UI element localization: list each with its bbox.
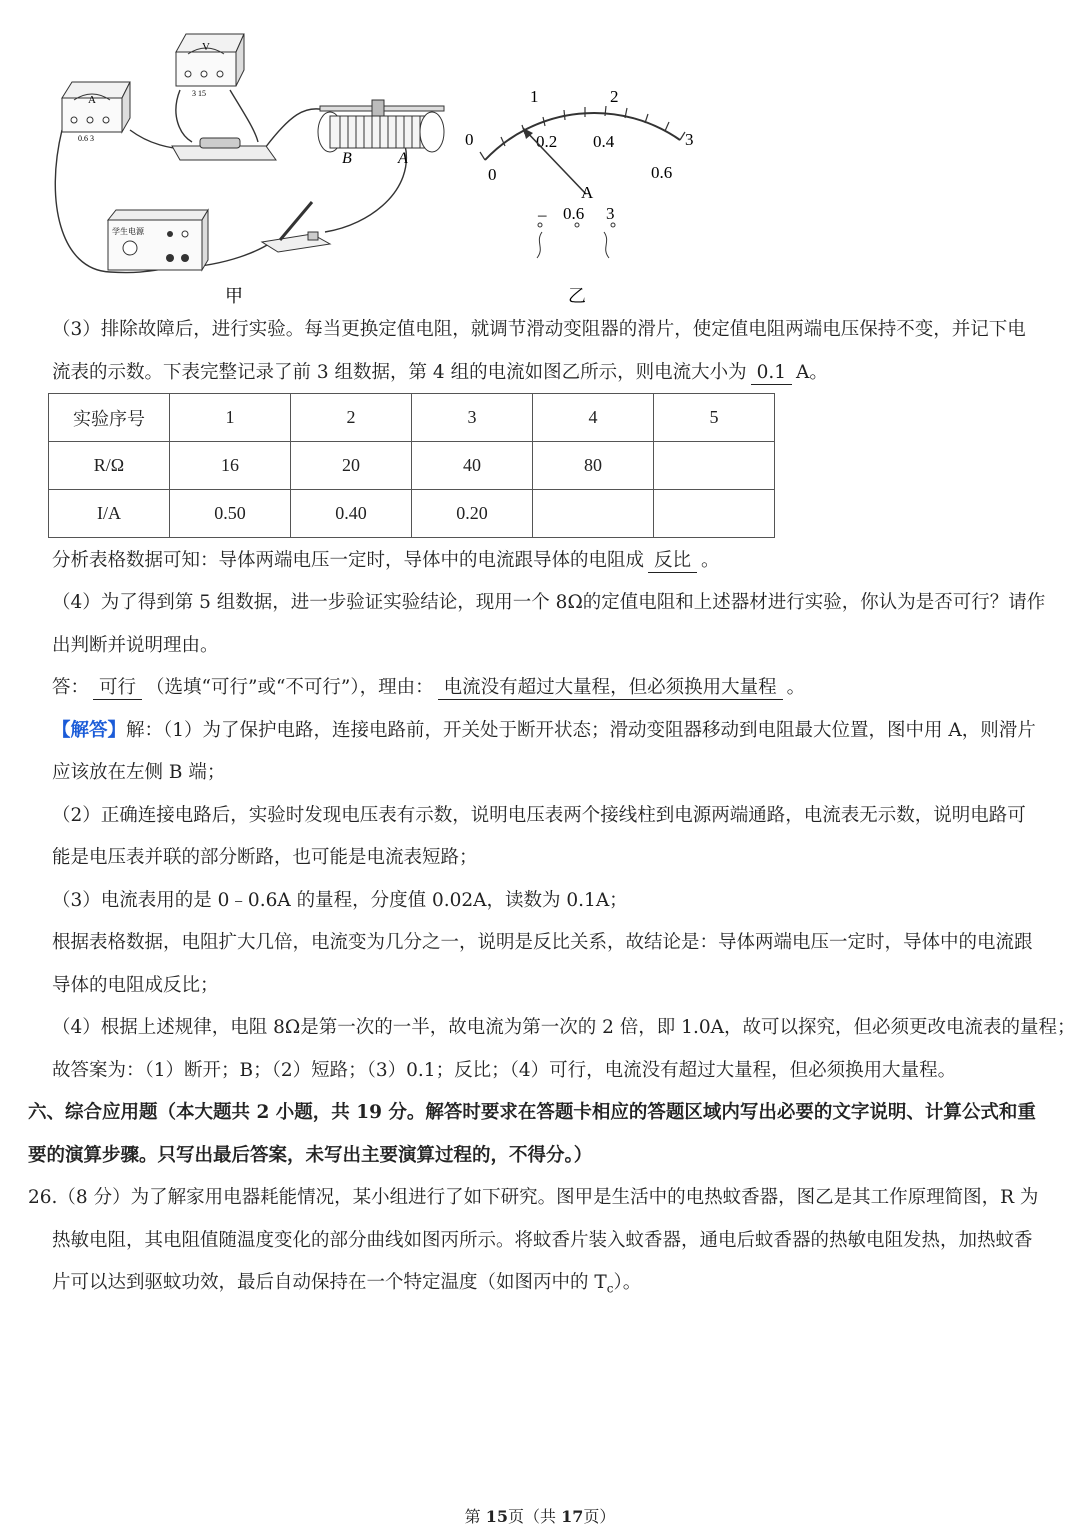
solution-text: 解：（1）为了保护电路，连接电路前，开关处于断开状态；滑动变阻器移动到电阻最大位置，图中用 A，则滑片 [126, 720, 1036, 741]
resistor-icon [172, 138, 276, 160]
q26-line3-end: ）。 [613, 1272, 642, 1293]
table-cell [654, 490, 775, 538]
table-cell: 0.20 [412, 490, 533, 538]
q3-line1: （3）排除故障后，进行实验。每当更换定值电阻，就调节滑动变阻器的滑片，使定值电阻两端电压保持不变，并记下电 [52, 319, 1026, 340]
table-cell [533, 490, 654, 538]
table-cell: 3 [412, 394, 533, 442]
rheostat-b-label: B [342, 150, 352, 167]
ammeter-dial [465, 87, 694, 258]
footer-mid: 页（共 [507, 1507, 562, 1526]
table-cell: 40 [412, 442, 533, 490]
footer-post: 页） [583, 1507, 616, 1526]
q26-subscript: c [606, 1281, 614, 1296]
q4-answer-2: 电流没有超过大量程，但必须换用大量程 [438, 677, 783, 700]
solution-line5: （3）电流表用的是 0﹣0.6A 的量程，分度值 0.02A，读数为 0.1A； [52, 890, 628, 911]
figure-jia-caption: 甲 [225, 286, 243, 306]
table-row [49, 442, 775, 490]
scale-bottom-3: 0.6 [651, 163, 673, 182]
q4-answer-line [52, 675, 805, 701]
power-supply-label: 学生电源 [112, 227, 144, 236]
q3-line2-end: A。 [796, 362, 828, 383]
q4-line2: 出判断并说明理由。 [52, 635, 219, 656]
page-footer [0, 1504, 1080, 1527]
q4-answer-end: 。 [786, 677, 806, 698]
circuit-figure [40, 20, 720, 310]
table-row [49, 490, 775, 538]
table-cell: I/A [49, 490, 170, 538]
q26-line3-text: 片可以达到驱蚊功效，最后自动保持在一个特定温度（如图丙中的 T [52, 1272, 607, 1293]
terminal-06: 0.6 [563, 204, 585, 223]
q3-analysis-end: 。 [701, 550, 720, 571]
voltmeter-terminals: 3 15 [192, 89, 206, 98]
footer-total-pages: 17 [561, 1507, 584, 1526]
terminal-neg: – [538, 205, 547, 224]
power-supply-icon [108, 210, 208, 270]
scale-top-3: 3 [685, 130, 694, 149]
switch-icon [262, 202, 330, 252]
table-cell: 2 [291, 394, 412, 442]
q4-line1: （4）为了得到第 5 组数据，进一步验证实验结论，现用一个 8Ω的定值电阻和上述器材进行实验，你认为是否可行？请作 [52, 592, 1046, 613]
table-cell: 0.40 [291, 490, 412, 538]
ammeter-terminals: 0.6 3 [78, 134, 94, 143]
solution-line3: （2）正确连接电路后，实验时发现电压表有示数，说明电压表两个接线柱到电源两端通路，电流表无示数，说明电路可 [52, 805, 1026, 826]
q3-line2-text: 流表的示数。下表完整记录了前 3 组数据，第 4 组的电流如图乙所示，则电流大小为 [52, 362, 747, 383]
scale-bottom-1: 0.2 [536, 132, 558, 151]
section6-heading-line1: 六、综合应用题（本大题共 2 小题，共 19 分。解答时要求在答题卡相应的答题区域内写出必要的文字说明、计算公式和重 [28, 1102, 1036, 1123]
table-cell: R/Ω [49, 442, 170, 490]
rheostat-icon [318, 100, 444, 167]
table-row [49, 394, 775, 442]
ammeter-letter: A [88, 94, 96, 106]
q4-answer-prefix: 答： [52, 677, 90, 698]
table-cell: 实验序号 [49, 394, 170, 442]
data-table [48, 393, 775, 538]
rheostat-a-label: A [398, 150, 408, 167]
table-cell: 5 [654, 394, 775, 442]
solution-line4: 能是电压表并联的部分断路，也可能是电流表短路； [52, 847, 478, 868]
terminal-3: 3 [606, 204, 615, 223]
q4-answer-mid: （选填“可行”或“不可行”），理由： [146, 677, 434, 698]
ammeter-icon [62, 82, 130, 143]
q3-analysis-answer: 反比 [648, 550, 697, 573]
voltmeter-letter: V [202, 41, 210, 53]
figure-yi-caption: 乙 [568, 286, 586, 306]
solution-line9: 故答案为：（1）断开；B；（2）短路；（3）0.1；反比；（4）可行，电流没有超过大量程，但必须换用大量程。 [52, 1060, 957, 1081]
table-cell: 80 [533, 442, 654, 490]
q3-line2 [52, 360, 828, 386]
scale-top-0: 0 [465, 130, 474, 149]
dial-unit: A [581, 183, 594, 202]
q3-analysis [52, 548, 720, 574]
table-cell: 16 [170, 442, 291, 490]
q26-line2: 热敏电阻，其电阻值随温度变化的部分曲线如图丙所示。将蚊香片装入蚊香器，通电后蚊香器的热敏电阻发热，加热蚊香 [52, 1230, 1033, 1251]
solution-line8: （4）根据上述规律，电阻 8Ω是第一次的一半，故电流为第一次的 2 倍，即 1.0A，故可以探究，但必须更改电流表的量程； [52, 1017, 1076, 1038]
solution-line1 [52, 718, 1036, 744]
solution-tag: 【解答】 [52, 720, 127, 741]
scale-top-1: 1 [530, 87, 539, 106]
q3-analysis-text: 分析表格数据可知：导体两端电压一定时，导体中的电流跟导体的电阻成 [52, 550, 645, 571]
scale-top-2: 2 [610, 87, 619, 106]
solution-line7: 导体的电阻成反比； [52, 975, 219, 996]
q26-line3 [52, 1270, 641, 1302]
table-cell: 1 [170, 394, 291, 442]
footer-pre: 第 [464, 1507, 486, 1526]
table-cell: 20 [291, 442, 412, 490]
voltmeter-icon [176, 34, 244, 98]
table-cell: 4 [533, 394, 654, 442]
q3-current-answer: 0.1 [751, 362, 792, 385]
solution-line2: 应该放在左侧 B 端； [52, 762, 226, 783]
scale-bottom-2: 0.4 [593, 132, 615, 151]
table-cell: 0.50 [170, 490, 291, 538]
solution-line6: 根据表格数据，电阻扩大几倍，电流变为几分之一，说明是反比关系，故结论是：导体两端电压一定时，导体中的电流跟 [52, 932, 1033, 953]
q26-line1: 26.（8 分）为了解家用电器耗能情况，某小组进行了如下研究。图甲是生活中的电热蚊香器，图乙是其工作原理简图，R 为 [28, 1187, 1039, 1208]
section6-heading-line2: 要的演算步骤。只写出最后答案，未写出主要演算过程的，不得分。） [28, 1145, 593, 1166]
q4-answer-1: 可行 [93, 677, 142, 700]
footer-page-number: 15 [485, 1507, 508, 1526]
table-cell [654, 442, 775, 490]
scale-bottom-0: 0 [488, 165, 497, 184]
